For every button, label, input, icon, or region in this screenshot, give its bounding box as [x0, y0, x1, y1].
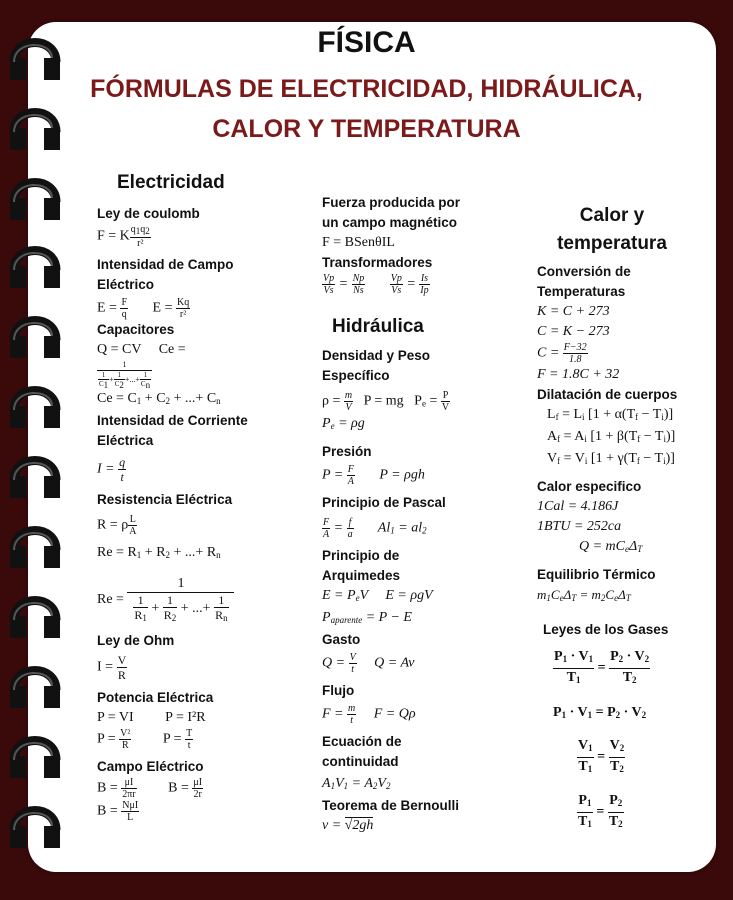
heading-campo: Intensidad de Campo Eléctrico [97, 257, 234, 292]
heading-pascal: Principio de Pascal [322, 494, 446, 510]
formula-arquimedes-2: $P_{aparente} = P - E$ [322, 610, 412, 626]
formula-capacitores-1: Q = CV Ce = [97, 342, 186, 357]
subtitle-line-1: FÓRMULAS DE ELECTRICIDAD, HIDRÁULICA, [90, 75, 643, 103]
section-electricidad: Electricidad [117, 172, 225, 193]
page-title: FÍSICA [317, 26, 416, 59]
formula-gases-2: $P_1 \cdot V_1 = P_2 \cdot V_2$ [553, 705, 647, 720]
heading-transformadores: Transformadores [322, 255, 433, 270]
spiral-ring [4, 306, 66, 360]
formula-ohm: I = $\frac{V}{R}$ [97, 653, 127, 682]
formula-capacitores-2: 1 $\frac{1}{C1}$ + $\frac{1}{C2}$ +...+ $\frac{1}{Cn}$ [99, 360, 151, 390]
formula-gases-1: $\frac{P_1 \cdot V_1}{T_1}$ = $\frac{P_2 \cdot V_2}{T_2}$ [554, 649, 650, 685]
formula-densidad-1: ρ = $\frac{m}{V}$ P = mg $P_e$ = $\frac{P}{V}$ [322, 390, 450, 413]
hidraulica-column [322, 193, 512, 836]
formula-potencia-2: P = $\frac{\text{V²}}{R}$ P = $\frac{T}{t}$ [97, 728, 193, 751]
formula-conversion-4: F = 1.8C + 32 [537, 367, 620, 382]
spiral-ring [4, 446, 66, 500]
heading-calor-esp: Calor especifico [537, 479, 642, 494]
spiral-ring [4, 726, 66, 780]
formula-dilatacion-2: $A_f = A_i$ $[1 + \beta(T_f - T_i)]$ [547, 429, 676, 444]
formula-pascal: $\frac{F}{A}$ = $\frac{f}{a}$ $Al_1 = al_2$ [323, 516, 427, 540]
heading-arquimedes: Principio de Arquimedes [322, 548, 401, 584]
heading-ohm: Ley de Ohm [97, 633, 175, 648]
formula-fuerza: F = BSenθIL [322, 235, 395, 250]
heading-gases: Leyes de los Gases [543, 622, 669, 637]
heading-equilibrio: Equilibrio Térmico [537, 567, 656, 582]
heading-conversion: Conversión de Temperaturas [537, 264, 631, 299]
heading-resistencia: Resistencia Eléctrica [97, 492, 233, 507]
calor-column [537, 202, 697, 833]
formula-continuidad: $A_1V_1 = A_2V_2$ [322, 776, 391, 792]
formula-flujo: F = $\frac{m}{t}$ F = Qρ [322, 703, 416, 727]
formula-gases-4: $\frac{P_1}{T_1}$ = $\frac{P_2}{T_2}$ [578, 793, 623, 829]
heading-dilatacion: Dilatación de cuerpos [537, 387, 678, 402]
heading-capacitores: Capacitores [97, 322, 175, 337]
formula-campo-e-1: B = $\frac{\mu I}{2\pi r}$ B = $\frac{\mu I}{2r}$ [97, 777, 203, 800]
spiral-ring [4, 168, 66, 222]
spiral-ring [4, 586, 66, 640]
heading-potencia: Potencia Eléctrica [97, 690, 214, 705]
heading-bernoulli: Teorema de Bernoulli [322, 798, 460, 814]
heading-campo-e: Campo Eléctrico [97, 759, 204, 774]
section-calor: Calor y temperatura [557, 205, 667, 254]
heading-corriente: Intensidad de Corriente Eléctrica [97, 413, 248, 448]
heading-continuidad: Ecuación de continuidad [322, 734, 402, 770]
formula-dilatacion-1: $L_f = L_i$ $[1 + \alpha(T_f - T_i)]$ [547, 407, 674, 422]
formula-calor-3: $Q = mC_e\Delta_T$ [579, 539, 643, 554]
formula-conversion-1: K = C + 273 [537, 304, 610, 319]
formula-densidad-2: $P_e = \rho g$ [322, 415, 365, 431]
heading-coulomb: Ley de coulomb [97, 206, 200, 221]
formula-coulomb: F = K $\frac{q1q2}{\text{r²}}$ [97, 224, 150, 249]
formula-calor-2: 1BTU = 252ca [537, 519, 622, 534]
subtitle-line-2: CALOR Y TEMPERATURA [212, 115, 521, 143]
formula-presion: P = $\frac{F}{A}$ P = ρgh [322, 463, 425, 487]
heading-densidad: Densidad y Peso Específico [322, 348, 431, 383]
formula-conversion-2: C = K − 273 [537, 324, 610, 339]
heading-gasto: Gasto [322, 632, 361, 648]
section-hidraulica: Hidráulica [332, 316, 424, 337]
spiral-ring [4, 516, 66, 570]
heading-fuerza: Fuerza producida por un campo magnético [322, 195, 461, 230]
formula-corriente: I = $\frac{q}{t}$ [97, 455, 126, 484]
formula-equilibrio: $m_1C_e\Delta_T = m_2C_e\Delta_T$ [537, 587, 631, 603]
formula-arquimedes-1: $E = P_eV$ E = ρgV [322, 588, 433, 604]
heading-presion: Presión [322, 443, 372, 459]
formula-capacitores-3: $Ce = C_1 + C_2$ + ...+ $C_n$ [97, 391, 221, 406]
spiral-ring [4, 376, 66, 430]
formula-conversion-3: C = $\frac{F-32}{1.8}$ [537, 342, 587, 365]
formula-calor-1: 1Cal = 4.186J [537, 499, 619, 514]
formula-resistencia-2: $Re = R_1 + R_2$ + ...+ $R_n$ [97, 545, 221, 560]
spiral-ring [4, 236, 66, 290]
formula-campo-e-2: B = $\frac{\text{NμI}}{L}$ [97, 800, 139, 823]
formula-resistencia-1: R = ρ $\frac{L}{A}$ [97, 514, 137, 537]
formula-bernoulli: v = √2gh [322, 818, 374, 834]
formula-dilatacion-3: $V_f = V_i$ $[1 + \gamma(T_f - T_i)]$ [547, 451, 675, 466]
spiral-ring [4, 656, 66, 710]
heading-flujo: Flujo [322, 683, 355, 699]
formula-resistencia-3: Re = 1 $\frac{1}{R_1}$ + $\frac{1}{R_2}$ + ...+ $\frac{1}{R_n}$ [97, 576, 234, 623]
formula-gases-3: $\frac{V_1}{T_1}$ = $\frac{V_2}{T_2}$ [578, 738, 625, 774]
formula-campo: E = $\frac{F}{q}$ E = $\frac{Kq}{\text{r²}}$ [97, 297, 190, 320]
spiral-ring [4, 796, 66, 850]
formula-transformadores: $\frac{Vp}{Vs}$ = $\frac{Np}{Ns}$ $\frac{Vp}{Vs}$ = $\frac{Is}{Ip}$ [323, 273, 429, 296]
formula-gasto: Q = $\frac{V}{t}$ Q = Av [322, 652, 415, 676]
formula-potencia-1: P = VI P = I²R [97, 710, 206, 725]
electricidad-column [97, 172, 297, 823]
